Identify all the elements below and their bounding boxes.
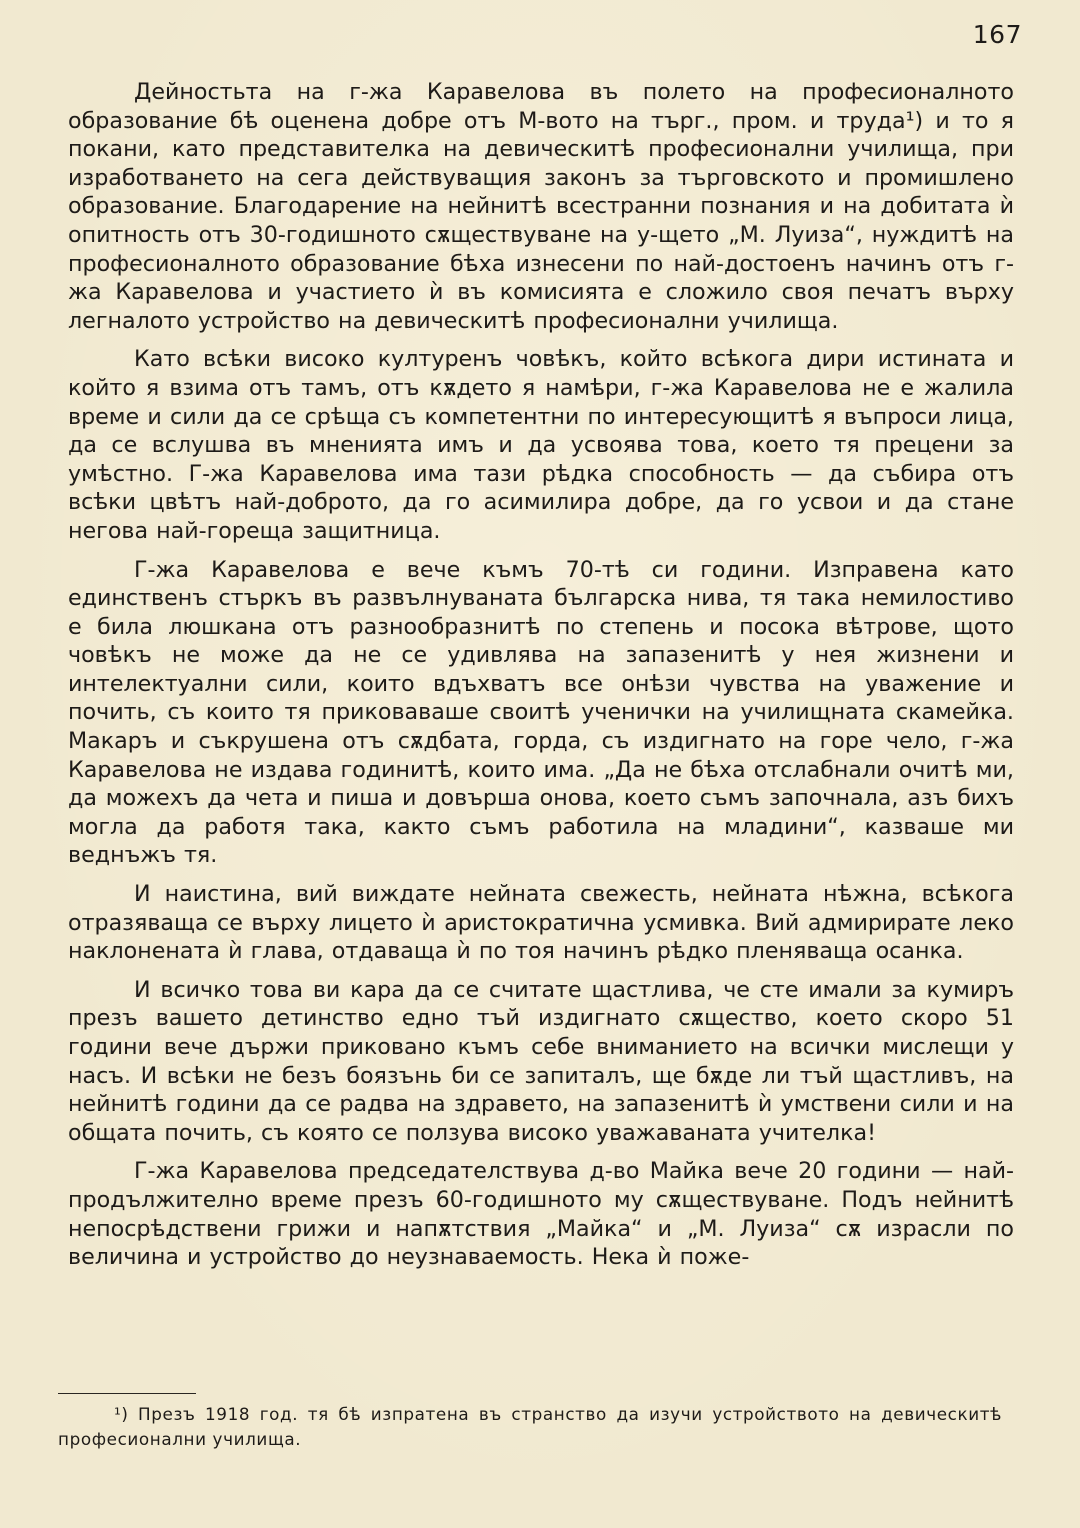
footnote: ¹) Презъ 1918 год. тя бѣ изпратена въ странство да изучи устройството на девическитѣ професионални училища. <box>58 1404 1002 1449</box>
footnote-divider <box>58 1393 196 1394</box>
paragraph-3: Г-жа Каравелова е вече къмъ 70-тѣ си години. Изправена като единственъ стъркъ въ развълнуваната българска нива, тя така немилостиво е била люшкана отъ разнообразнитѣ по степень и посока вѣтрове, щото човѣкъ не може да не се удивлява на запазенитѣ у нея жизнени и интелектуални сили, които вдъхватъ все онѣзи чувства на уважение и почить, съ които тя приковаваше своитѣ ученички на училищната скамейка. Макаръ и съкрушена отъ сѫдбата, горда, съ издигнато на горе чело, г-жа Каравелова не издава годинитѣ, които има. „Да не бѣха отслабнали очитѣ ми, да можехъ да чета и пиша и довърша онова, което съмъ започнала, азъ бихъ могла да работя така, както съмъ работила на младини“, казваше ми веднъжъ тя. <box>68 556 1014 869</box>
page-number: 167 <box>972 20 1022 49</box>
paragraph-4: И наистина, вий виждате нейната свежесть, нейната нѣжна, всѣкога отразяваща се върху лицето ѝ аристократична усмивка. Вий адмирирате леко наклонената ѝ глава, отдаваща ѝ по тоя начинъ рѣдко пленяваща осанка. <box>68 881 1014 965</box>
paragraph-1: Дейностьта на г-жа Каравелова въ полето на професионалното образование бѣ оценена добре отъ М-вото на търг., пром. и труда¹) и то я покани, като представителка на девическитѣ професионални училища, при изработването на сега действуващия законъ за търговското и промишлено образование. Благодарение на нейнитѣ всестранни познания и на добитата ѝ опитность отъ 30-годишното сѫществуване на у-щето „М. Луиза“, нуждитѣ на професионалното образование бѣха изнесени по най-достоенъ начинъ отъ г-жа Каравелова и участието ѝ въ комисията е сложило своя печатъ върху легналото устройство на девическитѣ професионални училища. <box>68 79 1014 334</box>
paragraph-6: Г-жа Каравелова председателствува д-во Майка вече 20 години — най-продължително време презъ 60-годишното му сѫществуване. Подъ нейнитѣ непосрѣдствени грижи и напѫтствия „Майка“ и „М. Луиза“ сѫ израсли по величина и устройство до неузнаваемость. Нека ѝ поже- <box>68 1158 1014 1271</box>
paragraph-2: Като всѣки високо културенъ човѣкъ, който всѣкога дири истината и който я взима отъ тамъ, отъ кѫдето я намѣри, г-жа Каравелова не е жалила време и сили да се срѣща съ компетентни по интересующитѣ я въпроси лица, да се вслушва въ мненията имъ и да усвоява това, което тя прецени за умѣстно. Г-жа Каравелова има тази рѣдка способность — да събира отъ всѣки цвѣтъ най-доброто, да го асимилира добре, да го усвои и да стане негова най-гореща защитница. <box>68 346 1014 544</box>
paragraph-5: И всичко това ви кара да се считате щастлива, че сте имали за кумиръ презъ вашето детинство едно тъй издигнато сѫщество, което скоро 51 години вече държи приковано къмъ себе вниманието на всички мислещи у насъ. И всѣки не безъ боязънь би се запиталъ, ще бѫде ли тъй щастливъ, на нейнитѣ години да се радва на здравето, на запазенитѣ ѝ умствени сили и на общата почить, съ която се ползува високо уважаваната учителка! <box>68 976 1014 1146</box>
main-text <box>68 78 1014 1272</box>
